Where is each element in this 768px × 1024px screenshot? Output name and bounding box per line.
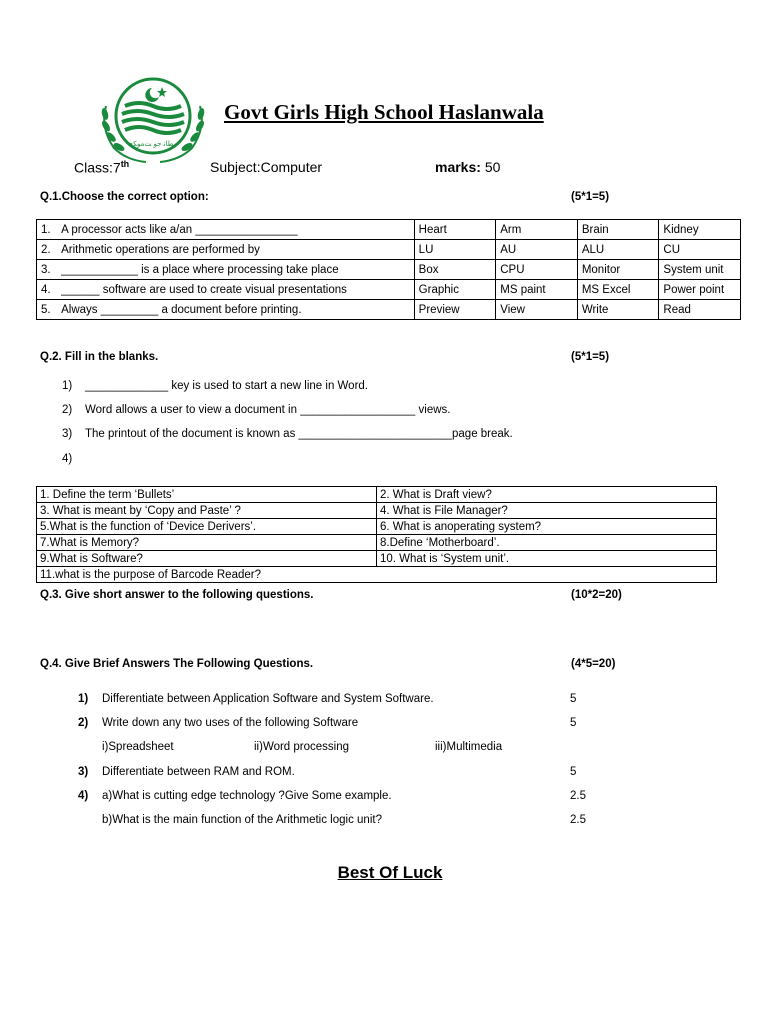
item-marks: 5 (570, 717, 577, 729)
table-row (37, 240, 741, 260)
option-cell: Graphic (414, 280, 496, 300)
table-cell: 7.What is Memory? (37, 535, 377, 551)
table-cell: 3. What is meant by ‘Copy and Paste’ ? (37, 503, 377, 519)
punjab-emblem-icon (96, 76, 210, 168)
q3-marks: (10*2=20) (571, 589, 622, 601)
table-row (37, 220, 741, 240)
q2-heading: Q.2. Fill in the blanks. (40, 351, 159, 363)
school-title: Govt Girls High School Haslanwala (224, 100, 544, 124)
question-text: ____________ is a place where processing take place (55, 260, 414, 280)
table-row (37, 487, 717, 503)
svg-text:ﻣﻄﺎﻧ ﺟﻮ ﺖﻣﻮﻜﺣ: ﻣﻄﺎﻧ ﺟﻮ ﺖﻣﻮﻜﺣ (128, 140, 178, 148)
option-cell: View (496, 300, 578, 320)
option-cell: Arm (496, 220, 578, 240)
option-cell: Box (414, 260, 496, 280)
table-cell: 9.What is Software? (37, 551, 377, 567)
list-item: b)What is the main function of the Arithmetic logic unit? (102, 814, 382, 826)
table-row (37, 567, 717, 583)
table-row (37, 503, 717, 519)
q1-heading: Q.1.Choose the correct option: (40, 191, 209, 203)
mcq-table (36, 219, 741, 320)
q2-marks: (5*1=5) (571, 351, 610, 363)
option-cell: Preview (414, 300, 496, 320)
table-cell: 1. Define the term ‘Bullets’ (37, 487, 377, 503)
question-number: 5. (37, 300, 56, 320)
question-text: Always _________ a document before printing. (55, 300, 414, 320)
option-cell: MS Excel (577, 280, 659, 300)
subject-label: Subject:Computer (210, 159, 323, 175)
option-cell: Read (659, 300, 741, 320)
option-cell: Monitor (577, 260, 659, 280)
question-text: ______ software are used to create visual presentations (55, 280, 414, 300)
item-marks: 2.5 (570, 814, 586, 826)
question-number: 1. (37, 220, 56, 240)
q1-marks: (5*1=5) (571, 191, 610, 203)
table-row (37, 519, 717, 535)
short-question-table (36, 486, 717, 583)
option-cell: System unit (659, 260, 741, 280)
total-marks: marks: 50 (435, 159, 501, 175)
list-item: 3) The printout of the document is known as ________________________page break. (62, 428, 513, 440)
list-item: 3) Differentiate between RAM and ROM. (78, 766, 295, 778)
q3-heading: Q.3. Give short answer to the following questions. (40, 589, 314, 601)
option-cell: Kidney (659, 220, 741, 240)
list-item: 4) a)What is cutting edge technology ?Give Some example. (78, 790, 392, 802)
list-item: 2) Word allows a user to view a document in __________________ views. (62, 404, 451, 416)
list-item: 1) _____________ key is used to start a new line in Word. (62, 380, 368, 392)
option-cell: Write (577, 300, 659, 320)
option-cell: Heart (414, 220, 496, 240)
option-cell: ALU (577, 240, 659, 260)
table-cell: 4. What is File Manager? (377, 503, 717, 519)
table-row (37, 300, 741, 320)
q4-heading: Q.4. Give Brief Answers The Following Questions. (40, 658, 314, 670)
table-row (37, 535, 717, 551)
item-marks: 5 (570, 693, 577, 705)
list-item: 1) Differentiate between Application Software and System Software. (78, 693, 434, 705)
item-marks: 2.5 (570, 790, 586, 802)
q4-marks: (4*5=20) (571, 658, 616, 670)
list-item: iii)Multimedia (435, 741, 503, 753)
option-cell: CPU (496, 260, 578, 280)
table-row (37, 551, 717, 567)
list-item: 2) Write down any two uses of the following Software (78, 717, 359, 729)
list-item: 4) (62, 453, 73, 465)
list-item: ii)Word processing (254, 741, 350, 753)
table-cell: 2. What is Draft view? (377, 487, 717, 503)
school-logo (96, 76, 210, 168)
class-label: Class:7th (74, 159, 130, 176)
table-row (37, 260, 741, 280)
list-item: i)Spreadsheet (102, 741, 174, 753)
option-cell: LU (414, 240, 496, 260)
table-cell: 8.Define ‘Motherboard’. (377, 535, 717, 551)
table-cell: 6. What is anoperating system? (377, 519, 717, 535)
question-text: A processor acts like a/an ________________ (55, 220, 414, 240)
table-cell: 5.What is the function of ‘Device Derivers’. (37, 519, 377, 535)
table-cell: 10. What is ‘System unit’. (377, 551, 717, 567)
table-cell: 11.what is the purpose of Barcode Reader? (37, 567, 717, 583)
item-marks: 5 (570, 766, 577, 778)
closing-message: Best Of Luck (337, 863, 443, 882)
option-cell: Power point (659, 280, 741, 300)
table-row (37, 280, 741, 300)
question-number: 3. (37, 260, 56, 280)
question-number: 4. (37, 280, 56, 300)
option-cell: Brain (577, 220, 659, 240)
option-cell: AU (496, 240, 578, 260)
question-number: 2. (37, 240, 56, 260)
option-cell: CU (659, 240, 741, 260)
question-text: Arithmetic operations are performed by (55, 240, 414, 260)
option-cell: MS paint (496, 280, 578, 300)
